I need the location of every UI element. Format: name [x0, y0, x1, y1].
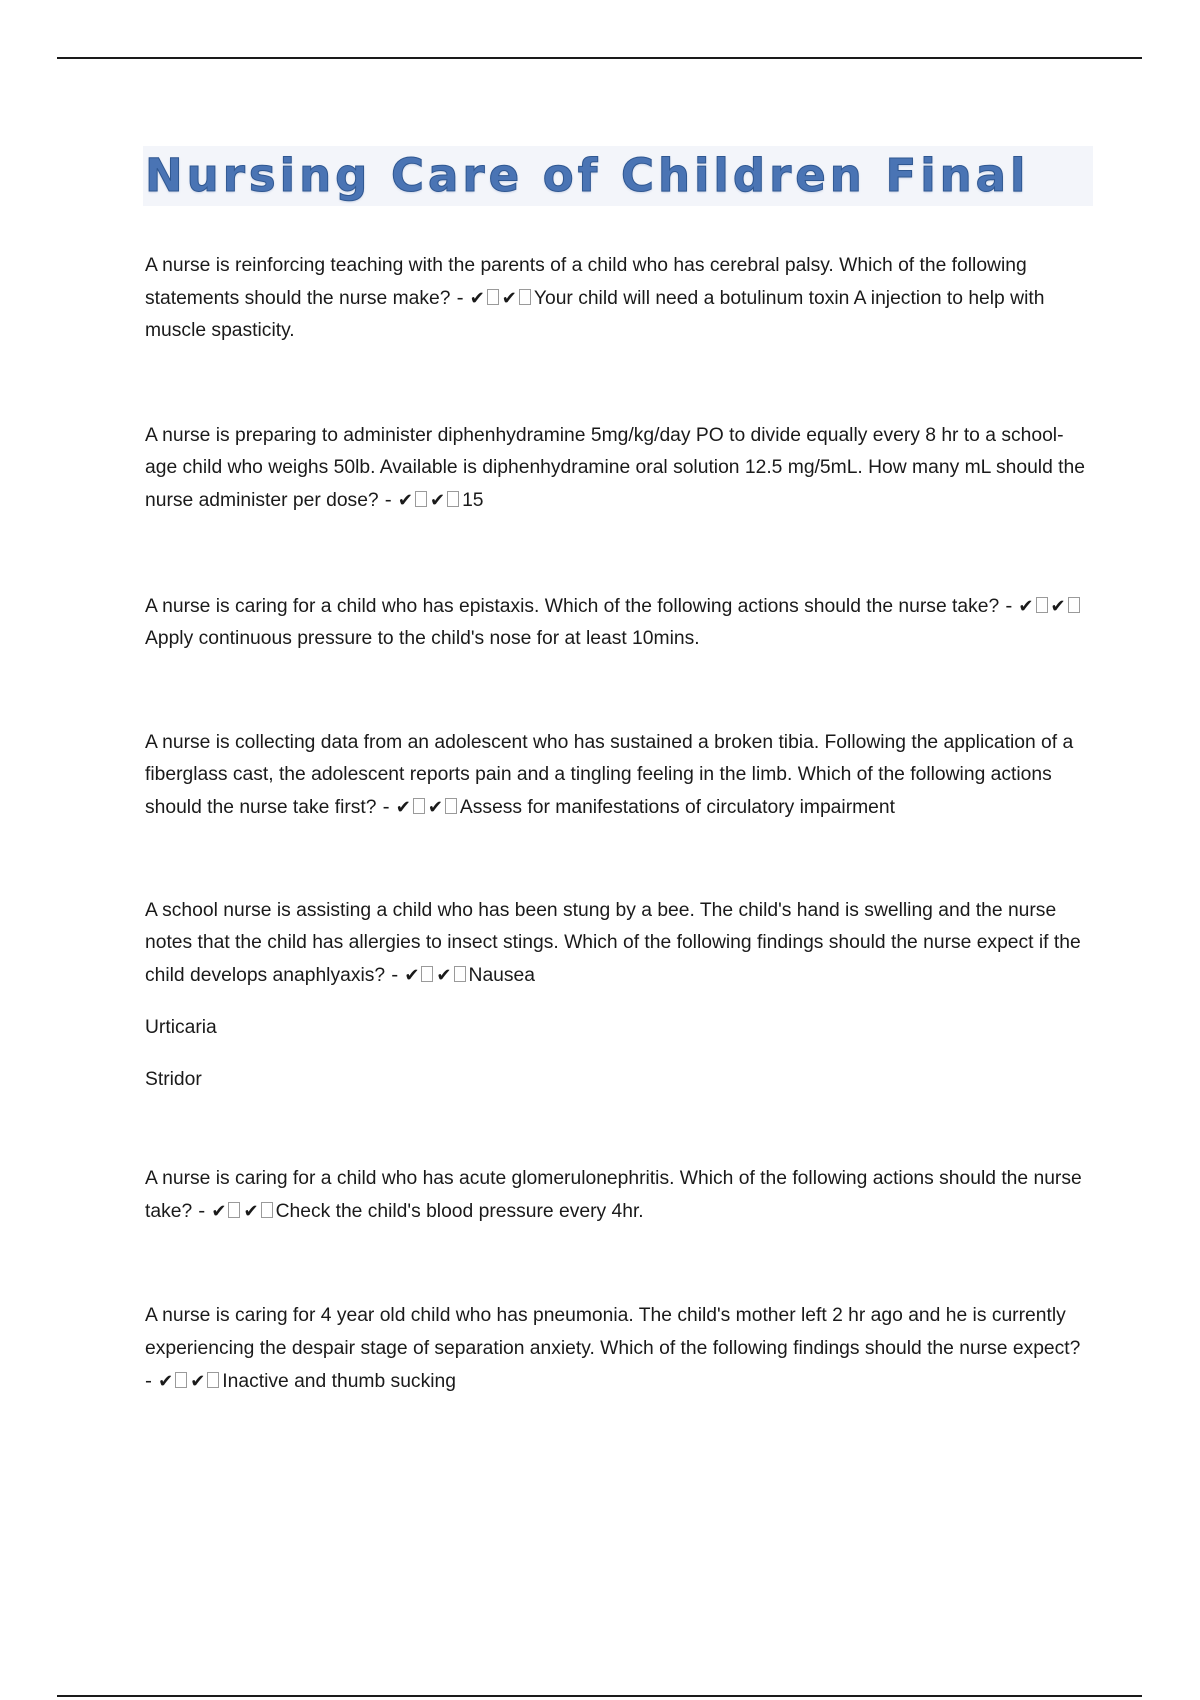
box-icon — [175, 1372, 187, 1388]
box-icon — [487, 289, 499, 305]
qa-item-2 — [145, 420, 1090, 517]
check-mark-icon: ✔ — [436, 965, 452, 986]
box-icon — [421, 966, 433, 982]
document-title: Nursing Care of Children Final — [145, 149, 1030, 202]
separator: - — [145, 1369, 159, 1392]
qa-item-7 — [145, 1300, 1090, 1398]
box-icon — [415, 491, 427, 507]
box-icon — [261, 1202, 273, 1218]
check-mark-icon: ✔ — [429, 490, 446, 511]
separator: - — [378, 488, 398, 511]
check-mark-icon: ✔ — [1018, 596, 1034, 617]
separator: - — [376, 795, 396, 818]
check-mark-icon: ✔ — [190, 1371, 206, 1392]
separator: - — [999, 594, 1019, 617]
box-icon — [207, 1372, 219, 1388]
answer-text: 15 — [462, 490, 484, 511]
check-mark-icon: ✔ — [1050, 596, 1066, 617]
separator: - — [450, 286, 470, 309]
qa-item-3 — [145, 590, 1090, 655]
header-rule — [57, 57, 1142, 59]
check-mark-icon: ✔ — [211, 1201, 227, 1222]
qa-item-4 — [145, 727, 1090, 824]
check-mark-icon: ✔ — [395, 797, 411, 818]
box-icon — [445, 798, 457, 814]
check-mark-icon: ✔ — [501, 288, 517, 309]
answer-text: Apply continuous pressure to the child's nose for at least 10mins. — [145, 628, 700, 649]
question-text: A nurse is caring for 4 year old child who has pneumonia. The child's mother left 2 hr ago and he is currently experiencing the despair stage of separation anxiety. Which of the following findings should the nurse expect? — [145, 1305, 1081, 1359]
answer-text: Assess for manifestations of circulatory impairment — [459, 797, 895, 818]
qa-item-5 — [145, 895, 1090, 1096]
question-text: A nurse is caring for a child who has acute glomerulonephritis. Which of the following actions should the nurse take? — [145, 1168, 1082, 1222]
check-mark-icon: ✔ — [469, 288, 485, 309]
qa-item-1 — [145, 250, 1090, 347]
box-icon — [447, 491, 459, 507]
question-text: A nurse is preparing to administer diphenhydramine 5mg/kg/day PO to divide equally every 8 hr to a school-age child who weighs 50lb. Available is diphenhydramine oral solution 12.5 mg/5mL. How many mL should the nurse administer per dose? — [145, 425, 1085, 511]
box-icon — [413, 798, 425, 814]
question-text: A nurse is caring for a child who has epistaxis. Which of the following actions should the nurse take? — [145, 596, 1000, 617]
check-mark-icon: ✔ — [158, 1371, 174, 1392]
answer-text: Nausea — [468, 965, 535, 986]
question-text: A nurse is reinforcing teaching with the parents of a child who has cerebral palsy. Which of the following statements should the nurse make? — [145, 255, 1027, 309]
box-icon — [454, 966, 466, 982]
box-icon — [228, 1202, 240, 1218]
answer-text: Inactive and thumb sucking — [222, 1371, 456, 1392]
check-mark-icon: ✔ — [243, 1201, 259, 1222]
check-mark-icon: ✔ — [397, 490, 413, 511]
answer-option: Stridor — [145, 1069, 202, 1090]
answer-option: Urticaria — [145, 1017, 217, 1038]
footer-rule — [57, 1695, 1142, 1697]
qa-item-6 — [145, 1163, 1090, 1228]
separator: - — [385, 963, 405, 986]
check-mark-icon: ✔ — [427, 797, 443, 818]
answer-text: Check the child's blood pressure every 4hr. — [275, 1201, 644, 1222]
answer-text: Your child will need a botulinum toxin A injection to help with muscle spasticity. — [145, 288, 1045, 341]
check-mark-icon: ✔ — [404, 965, 420, 986]
question-text: A nurse is collecting data from an adolescent who has sustained a broken tibia. Following the application of a fiberglass cast, the adolescent reports pain and a tingling feeling in the limb. Which of the following actions should the nurse take first? — [145, 732, 1074, 818]
box-icon — [519, 289, 531, 305]
question-text: A school nurse is assisting a child who has been stung by a bee. The child's hand is swelling and the nurse notes that the child has allergies to insect stings. Which of the following findings should the nurse expect if the child develops anaphlyaxis? — [145, 900, 1081, 986]
box-icon — [1036, 597, 1048, 613]
box-icon — [1068, 597, 1080, 613]
separator: - — [192, 1199, 212, 1222]
